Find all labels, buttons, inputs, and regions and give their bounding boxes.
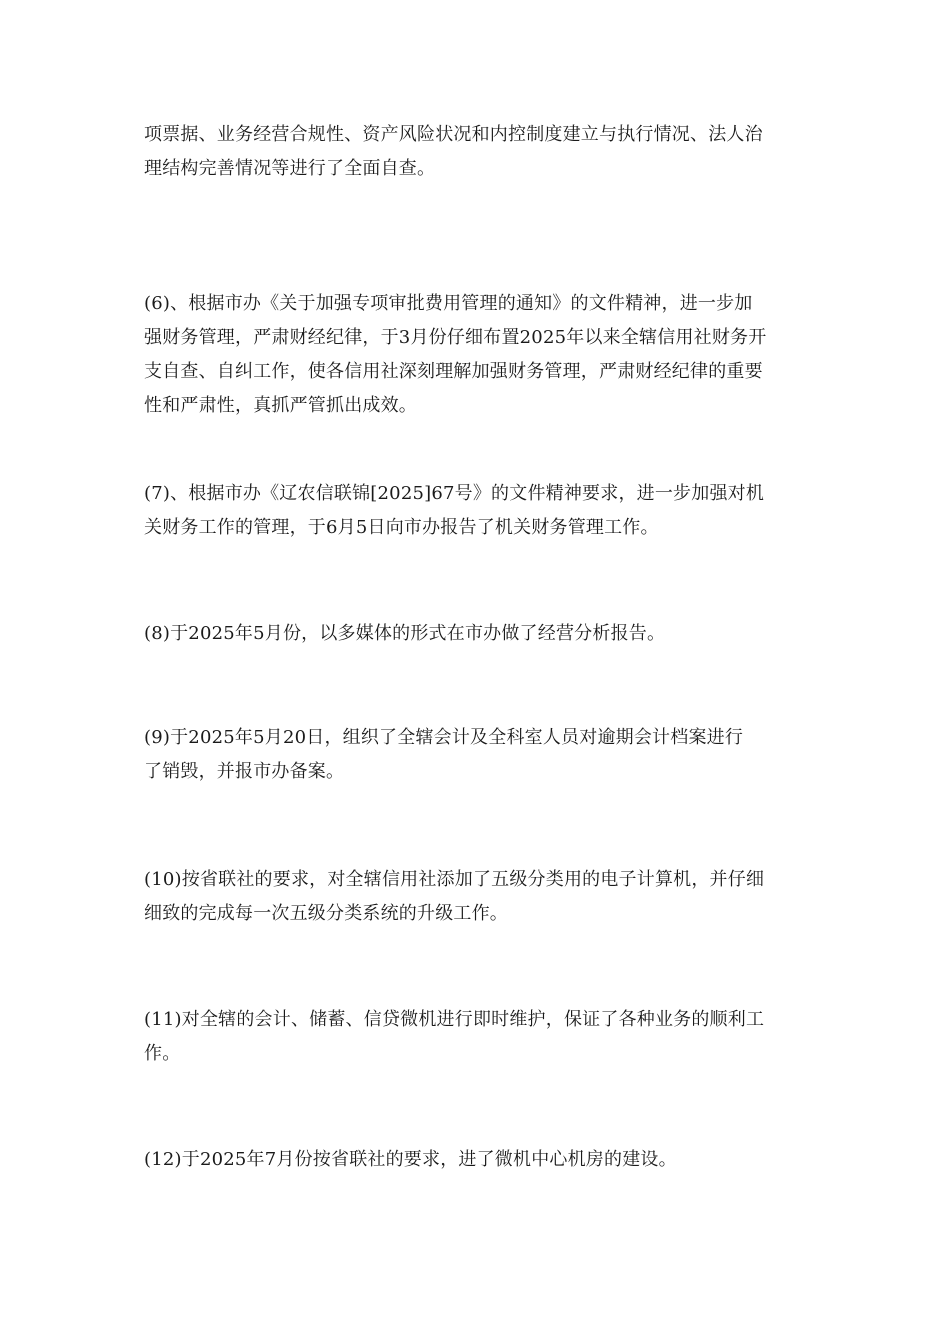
text-line: (11)对全辖的会计、储蓄、信贷微机进行即时维护，保证了各种业务的顺利工 <box>144 1009 765 1030</box>
paragraph-item-6 <box>144 287 816 423</box>
text-line: 性和严肃性，真抓严管抓出成效。 <box>144 395 417 416</box>
text-line: (8)于2025年5月份，以多媒体的形式在市办做了经营分析报告。 <box>144 623 666 644</box>
text-line: 支自查、自纠工作，使各信用社深刻理解加强财务管理，严肃财经纪律的重要 <box>144 361 763 382</box>
text-line: (12)于2025年7月份按省联社的要求，进了微机中心机房的建设。 <box>144 1149 677 1170</box>
paragraph-item-10 <box>144 863 816 931</box>
text-line: 细致的完成每一次五级分类系统的升级工作。 <box>144 903 508 924</box>
text-line: (7)、根据市办《辽农信联锦[2025]67号》的文件精神要求，进一步加强对机 <box>144 483 765 504</box>
text-line: (9)于2025年5月20日，组织了全辖会计及全科室人员对逾期会计档案进行 <box>144 727 744 748</box>
paragraph-item-11 <box>144 1003 816 1071</box>
paragraph-item-12 <box>144 1143 816 1177</box>
text-line: (10)按省联社的要求，对全辖信用社添加了五级分类用的电子计算机，并仔细 <box>144 869 765 890</box>
paragraph-item-9 <box>144 721 816 789</box>
text-line: 作。 <box>144 1043 181 1064</box>
text-line: 强财务管理，严肃财经纪律，于3月份仔细布置2025年以来全辖信用社财务开 <box>144 327 767 348</box>
text-line: 关财务工作的管理，于6月5日向市办报告了机关财务管理工作。 <box>144 517 659 538</box>
paragraph-item-8 <box>144 617 816 651</box>
text-line: 理结构完善情况等进行了全面自查。 <box>144 158 436 179</box>
paragraph-continued <box>144 118 816 186</box>
text-line: (6)、根据市办《关于加强专项审批费用管理的通知》的文件精神，进一步加 <box>144 293 753 314</box>
text-line: 了销毁，并报市办备案。 <box>144 761 345 782</box>
text-line: 项票据、业务经营合规性、资产风险状况和内控制度建立与执行情况、法人治 <box>144 124 763 145</box>
paragraph-item-7 <box>144 477 816 545</box>
